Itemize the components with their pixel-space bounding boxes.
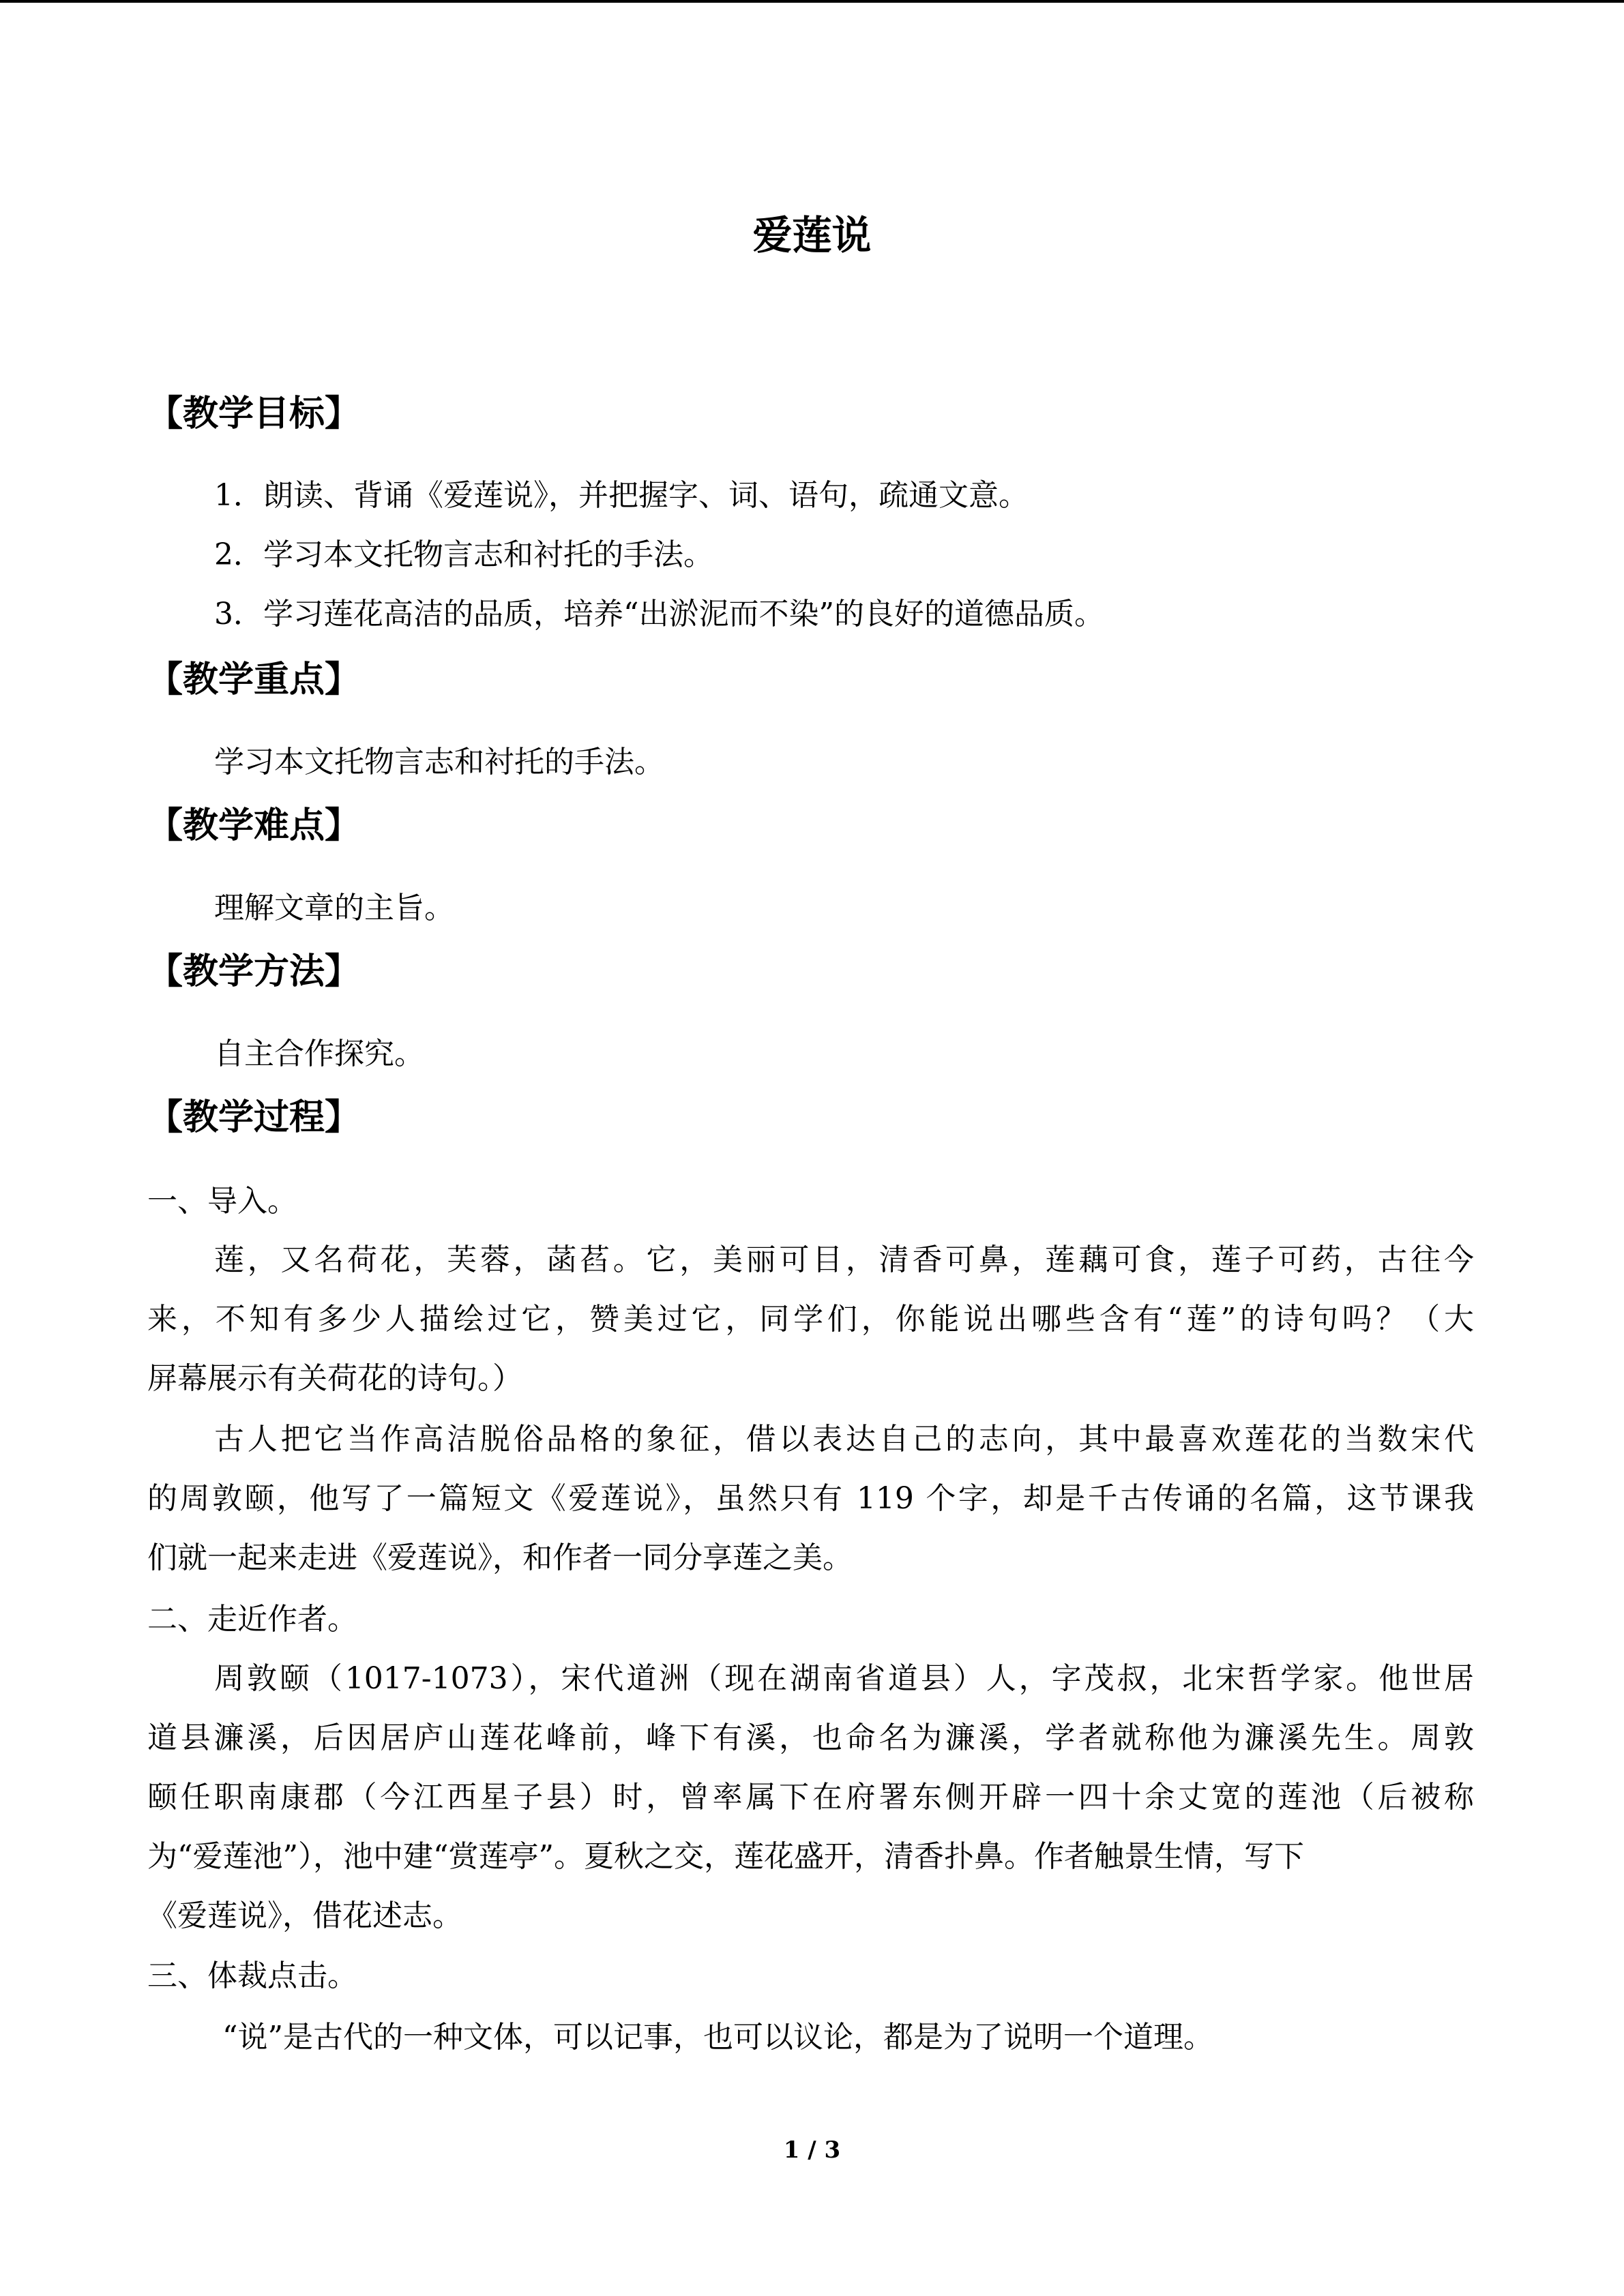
difficulties-text: 理解文章的主旨。 bbox=[214, 891, 454, 925]
key-points-text: 学习本文托物言志和衬托的手法。 bbox=[214, 745, 664, 779]
paragraph-line: 周敦颐（1017-1073），宋代道洲（现在湖南省道县）人，字茂叔，北宋哲学家。他世居 bbox=[214, 1661, 1474, 1696]
paragraph-line: 莲，又名荷花，芙蓉，菡萏。它，美丽可目，清香可鼻，莲藕可食，莲子可药，古往今 bbox=[214, 1242, 1474, 1277]
objective-item: 3．学习莲花高洁的品质，培养“出淤泥而不染”的良好的道德品质。 bbox=[214, 597, 1104, 631]
page-number: 1 / 3 bbox=[783, 2136, 841, 2164]
heading-key-points: 【教学重点】 bbox=[147, 659, 361, 700]
paragraph-line: 为“爱莲池”），池中建“赏莲亭”。夏秋之交，莲花盛开，清香扑鼻。作者触景生情，写下 bbox=[147, 1839, 1304, 1874]
paragraph-line: 的周敦颐，他写了一篇短文《爱莲说》，虽然只有 119 个字，却是千古传诵的名篇，这节课我 bbox=[147, 1481, 1474, 1516]
section-title-author: 二、走近作者。 bbox=[147, 1602, 357, 1637]
methods-text: 自主合作探究。 bbox=[214, 1037, 424, 1071]
heading-objectives: 【教学目标】 bbox=[147, 393, 361, 434]
paragraph-line: “说”是古代的一种文体，可以记事，也可以议论，都是为了说明一个道理。 bbox=[222, 2020, 1213, 2055]
objective-item: 2．学习本文托物言志和衬托的手法。 bbox=[214, 537, 713, 572]
paragraph-line: 颐任职南康郡（今江西星子县）时，曾率属下在府署东侧开辟一四十余丈宽的莲池（后被称 bbox=[147, 1780, 1474, 1815]
paragraph-line: 们就一起来走进《爱莲说》，和作者一同分享莲之美。 bbox=[147, 1540, 853, 1575]
section-title-intro: 一、导入。 bbox=[147, 1184, 297, 1219]
document-title: 爱莲说 bbox=[752, 212, 872, 258]
top-border-rule bbox=[0, 0, 1624, 3]
heading-methods: 【教学方法】 bbox=[147, 951, 361, 992]
heading-difficulties: 【教学难点】 bbox=[147, 805, 361, 846]
paragraph-line: 《爱莲说》，借花述志。 bbox=[147, 1898, 462, 1933]
paragraph-line: 古人把它当作高洁脱俗品格的象征，借以表达自己的志向，其中最喜欢莲花的当数宋代 bbox=[214, 1422, 1474, 1457]
objective-item: 1．朗读、背诵《爱莲说》，并把握字、词、语句，疏通文意。 bbox=[214, 478, 1029, 513]
paragraph-line: 道县濂溪，后因居庐山莲花峰前，峰下有溪，也命名为濂溪，学者就称他为濂溪先生。周敦 bbox=[147, 1720, 1474, 1755]
heading-process: 【教学过程】 bbox=[147, 1097, 361, 1138]
paragraph-line: 来，不知有多少人描绘过它，赞美过它，同学们，你能说出哪些含有“莲”的诗句吗？（大 bbox=[147, 1302, 1474, 1337]
section-title-genre: 三、体裁点击。 bbox=[147, 1958, 357, 1993]
paragraph-line: 屏幕展示有关荷花的诗句。） bbox=[147, 1361, 522, 1396]
